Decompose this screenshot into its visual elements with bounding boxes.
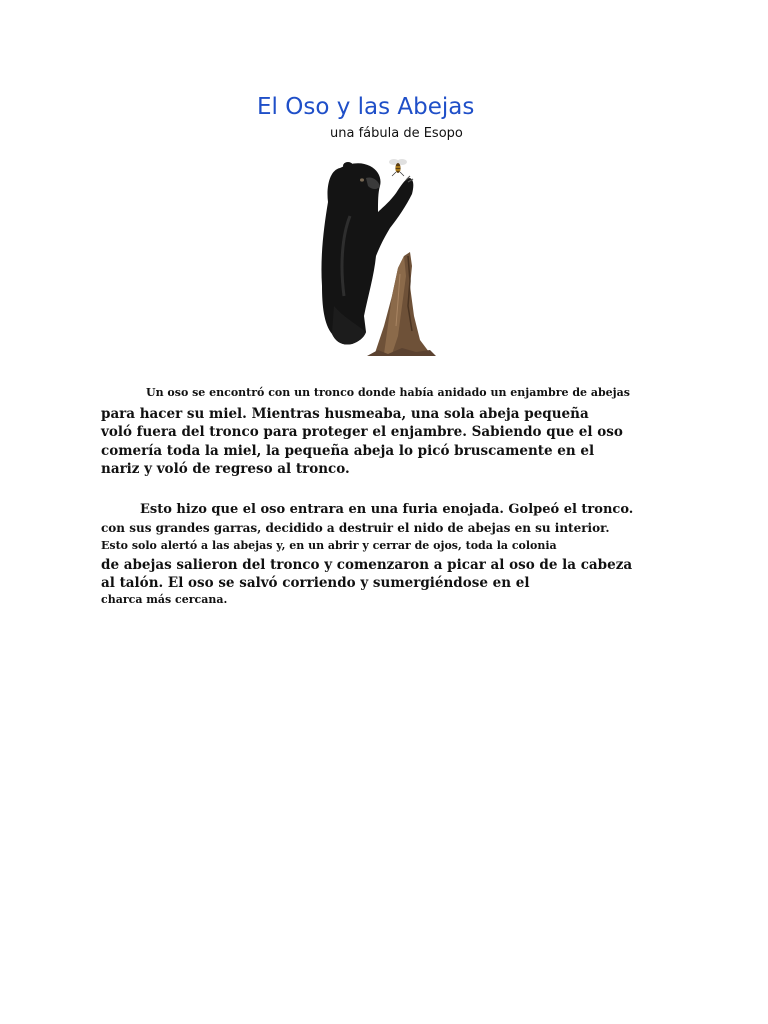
tree-stump-icon xyxy=(367,252,436,356)
paragraph-line: para hacer su miel. Mientras husmeaba, una sola abeja pequeña xyxy=(101,406,589,422)
page-subtitle: una fábula de Esopo xyxy=(330,126,463,141)
paragraph-line: nariz y voló de regreso al tronco. xyxy=(101,461,350,477)
paragraph-line: al talón. El oso se salvó corriendo y sumergiéndose en el xyxy=(101,575,530,591)
paragraph-line: charca más cercana. xyxy=(101,593,228,606)
bear-and-bees-illustration xyxy=(312,156,438,360)
paragraph-line: de abejas salieron del tronco y comenzaron a picar al oso de la cabeza xyxy=(101,557,633,573)
paragraph-line: con sus grandes garras, decidido a destruir el nido de abejas en su interior. xyxy=(101,521,610,535)
paragraph-line: voló fuera del tronco para proteger el enjambre. Sabiendo que el oso xyxy=(101,424,623,440)
page-title: El Oso y las Abejas xyxy=(257,94,475,120)
paragraph-line: comería toda la miel, la pequeña abeja lo picó bruscamente en el xyxy=(101,443,595,459)
paragraph-line: Esto hizo que el oso entrara en una furia enojada. Golpeó el tronco. xyxy=(140,502,634,517)
paragraph-line: Un oso se encontró con un tronco donde había anidado un enjambre de abejas xyxy=(146,386,630,399)
bee-icon xyxy=(389,159,407,176)
paragraph-line: Esto solo alertó a las abejas y, en un abrir y cerrar de ojos, toda la colonia xyxy=(101,539,557,552)
